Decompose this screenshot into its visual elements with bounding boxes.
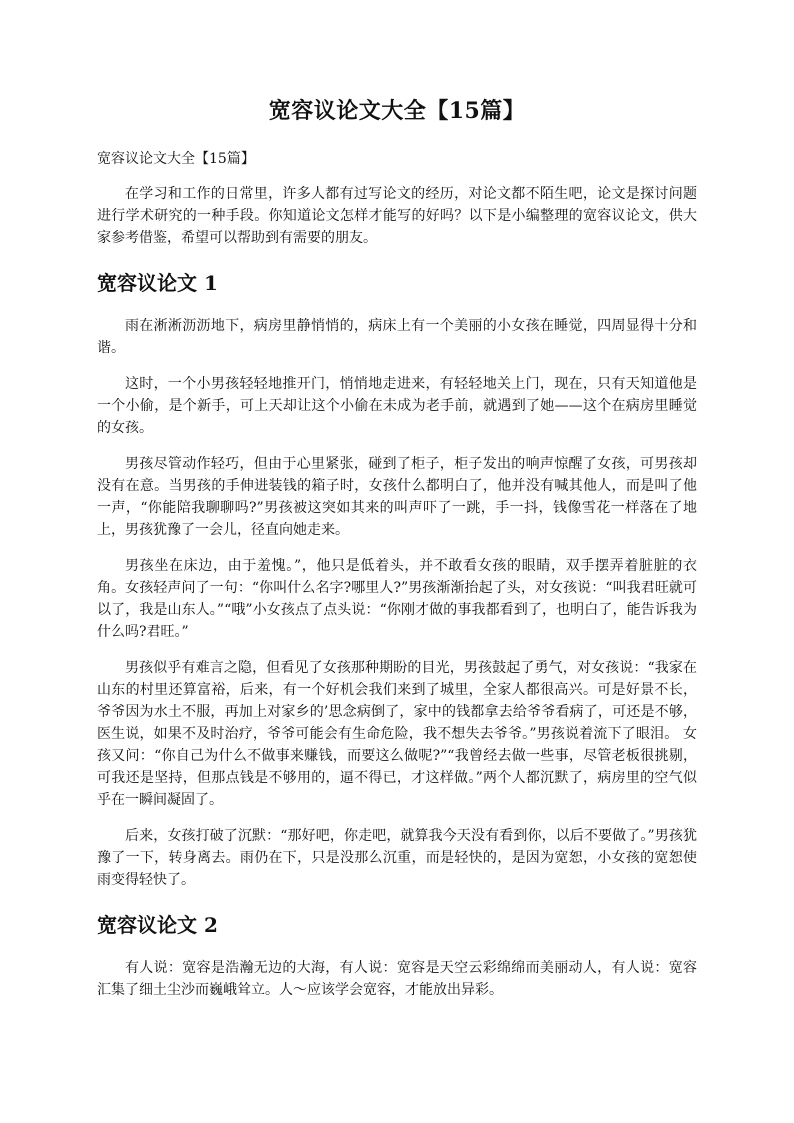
section-paragraph: 有人说：宽容是浩瀚无边的大海，有人说：宽容是天空云彩绵绵而美丽动人，有人说：宽容汇集了细土尘沙而巍峨耸立。人～应该学会宽容，才能放出异彩。 [97,960,697,998]
section-heading: 宽容议论文 1 [97,271,218,295]
section-paragraph: 雨在淅淅沥沥地下，病房里静悄悄的，病床上有一个美丽的小女孩在睡觉，四周显得十分和谐。 [97,318,697,356]
section-1 [97,263,697,891]
section-paragraph: 男孩似乎有难言之隐，但看见了女孩那种期盼的目光，男孩鼓起了勇气，对女孩说：“我家在山东的村里还算富裕，后来，有一个好机会我们来到了城里，全家人都很高兴。可是好景不长，爷爷因为水土不服，再加上对家乡的’思念病倒了，家中的钱都拿去给爷爷看病了，可还是不够，医生说，如果不及时治疗，爷爷可能会有生命危险，我不想失去爷爷。”男孩说着流下了眼泪。 女孩又问：“你自己为什么不做事来赚钱，而要这么做呢?”“我曾经去做一些事，尽管老板很挑剔，可我还是坚持，但那点钱是不够用的，逼不得已，才这样做。”两个人都沉默了，病房里的空气似乎在一瞬间凝固了。 [97,660,697,808]
document-subtitle: 宽容议论文大全【15篇】 [97,151,255,167]
intro-paragraph: 在学习和工作的日常里，许多人都有过写论文的经历，对论文都不陌生吧，论文是探讨问题进行学术研究的一种手段。你知道论文怎样才能写的好吗？以下是小编整理的宽容议论文，供大家参考借鉴，希望可以帮助到有需要的朋友。 [97,186,697,246]
section-2 [97,905,697,1001]
section-paragraph: 男孩坐在床边，由于羞愧。”，他只是低着头，并不敢看女孩的眼睛，双手摆弄着脏脏的衣角。女孩轻声问了一句：“你叫什么名字?哪里人?”男孩渐渐抬起了头，对女孩说：“叫我君旺就可以了，我是山东人。”“哦”小女孩点了点头说：“你刚才做的事我都看到了，也明白了，能告诉我为什么吗?君旺。” [97,558,697,640]
document-page [97,94,697,1015]
section-paragraph: 后来，女孩打破了沉默：“那好吧，你走吧，就算我今天没有看到你，以后不要做了。”男孩犹豫了一下，转身离去。雨仍在下，只是没那么沉重，而是轻快的，是因为宽恕，小女孩的宽恕使雨变得轻快了。 [97,828,697,888]
section-paragraph: 男孩尽管动作轻巧，但由于心里紧张，碰到了柜子，柜子发出的响声惊醒了女孩，可男孩却没有在意。当男孩的手伸进装钱的箱子时，女孩什么都明白了，他并没有喊其他人，而是叫了他一声，“你能陪我聊聊吗?”男孩被这突如其来的叫声吓了一跳，手一抖，钱像雪花一样落在了地上，男孩犹豫了一会儿，径直向她走来。 [97,456,697,538]
section-paragraph: 这时，一个小男孩轻轻地推开门，悄悄地走进来，有轻轻地关上门，现在，只有天知道他是一个小偷，是个新手，可上天却让这个小偷在未成为老手前，就遇到了她——这个在病房里睡觉的女孩。 [97,376,697,436]
section-heading: 宽容议论文 2 [97,913,218,937]
document-title: 宽容议论文大全【15篇】 [268,98,526,124]
